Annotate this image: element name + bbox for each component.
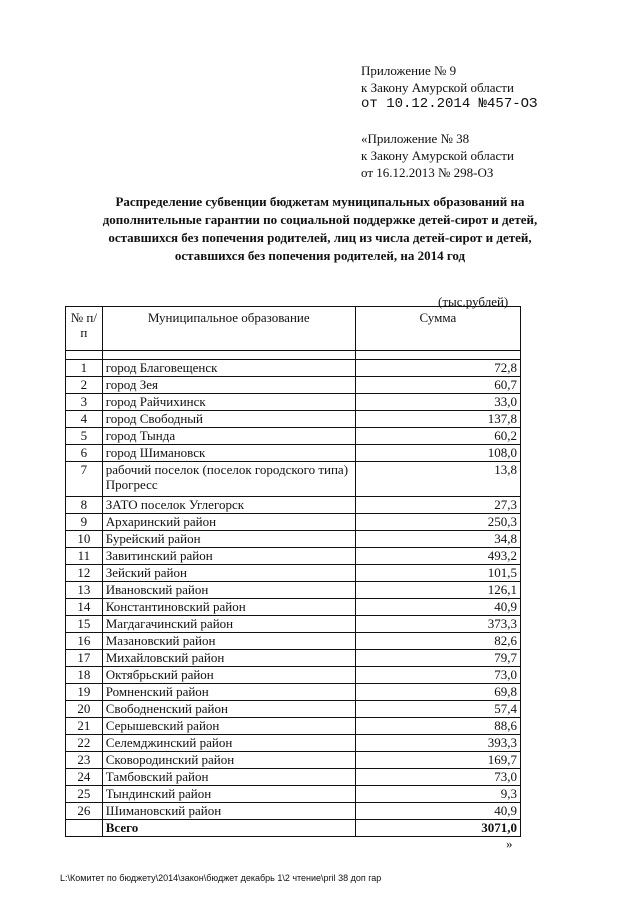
- cell-sum: 69,8: [355, 684, 520, 701]
- cell-name: Тамбовский район: [102, 769, 355, 786]
- table-row: [66, 428, 521, 445]
- table-row: [66, 497, 521, 514]
- table-row: [66, 411, 521, 428]
- table-row: [66, 633, 521, 650]
- appendix-original-number: «Приложение № 38: [361, 131, 470, 146]
- cell-num: 18: [66, 667, 103, 684]
- cell-name: ЗАТО поселок Углегорск: [102, 497, 355, 514]
- document-title: Распределение субвенции бюджетам муниципальных образований на дополнительные гарантии по социальной поддержке детей-сирот и детей, оставшихся без попечения родителей, лиц из числа детей-сирот и детей, оставшихся без попечения родителей, на 2014 год: [102, 194, 538, 263]
- table-row: [66, 599, 521, 616]
- table-row: [66, 445, 521, 462]
- table-row: [66, 718, 521, 735]
- appendix-law-ref: к Закону Амурской области: [361, 80, 514, 95]
- cell-num: 1: [66, 360, 103, 377]
- cell-num: 5: [66, 428, 103, 445]
- cell-num: 12: [66, 565, 103, 582]
- cell-num: 11: [66, 548, 103, 565]
- table-row: [66, 548, 521, 565]
- column-header-name: Муниципальное образование: [102, 307, 355, 351]
- cell-name: Октябрьский район: [102, 667, 355, 684]
- cell-num: 19: [66, 684, 103, 701]
- cell-name: Магдагачинский район: [102, 616, 355, 633]
- appendix-original-law-date: от 16.12.2013 № 298-ОЗ: [361, 165, 494, 180]
- cell-sum: 73,0: [355, 769, 520, 786]
- table-row: [66, 582, 521, 599]
- cell-sum: 60,2: [355, 428, 520, 445]
- table-row: [66, 684, 521, 701]
- cell-sum: 40,9: [355, 599, 520, 616]
- cell-num: 13: [66, 582, 103, 599]
- cell-num: 3: [66, 394, 103, 411]
- cell-name: Зейский район: [102, 565, 355, 582]
- cell-sum: 393,3: [355, 735, 520, 752]
- closing-quote: »: [506, 836, 513, 851]
- cell-num: 17: [66, 650, 103, 667]
- table-row: [66, 803, 521, 820]
- cell-sum: 40,9: [355, 803, 520, 820]
- table-row: [66, 769, 521, 786]
- cell-name: Завитинский район: [102, 548, 355, 565]
- cell-num: 2: [66, 377, 103, 394]
- appendix-original-law-ref: к Закону Амурской области: [361, 148, 514, 163]
- cell-num: 21: [66, 718, 103, 735]
- cell-num: 8: [66, 497, 103, 514]
- cell-num: 15: [66, 616, 103, 633]
- cell-sum: 250,3: [355, 514, 520, 531]
- cell-sum: 73,0: [355, 667, 520, 684]
- cell-name: Ромненский район: [102, 684, 355, 701]
- total-sum: 3071,0: [355, 820, 520, 837]
- cell-name: Архаринский район: [102, 514, 355, 531]
- appendix-header-original: [361, 130, 514, 181]
- cell-num: 26: [66, 803, 103, 820]
- cell-sum: 79,7: [355, 650, 520, 667]
- cell-sum: 137,8: [355, 411, 520, 428]
- cell-sum: 126,1: [355, 582, 520, 599]
- cell-name: Сковородинский район: [102, 752, 355, 769]
- cell-num: 22: [66, 735, 103, 752]
- cell-name: Михайловский район: [102, 650, 355, 667]
- table-row: [66, 786, 521, 803]
- cell-name: Ивановский район: [102, 582, 355, 599]
- appendix-number: Приложение № 9: [361, 63, 457, 78]
- cell-name: город Благовещенск: [102, 360, 355, 377]
- appendix-header: [361, 62, 537, 113]
- cell-name: Селемджинский район: [102, 735, 355, 752]
- unit-label: (тыс.рублей): [438, 294, 509, 309]
- table-row: [66, 667, 521, 684]
- cell-num: 10: [66, 531, 103, 548]
- table-row: [66, 394, 521, 411]
- table-row: [66, 735, 521, 752]
- cell-sum: 33,0: [355, 394, 520, 411]
- cell-sum: 72,8: [355, 360, 520, 377]
- cell-sum: 101,5: [355, 565, 520, 582]
- cell-sum: 60,7: [355, 377, 520, 394]
- cell-sum: 13,8: [355, 462, 520, 497]
- cell-name: город Шимановск: [102, 445, 355, 462]
- table-row: [66, 377, 521, 394]
- cell-num: 6: [66, 445, 103, 462]
- cell-sum: 169,7: [355, 752, 520, 769]
- cell-sum: 493,2: [355, 548, 520, 565]
- cell-num: 25: [66, 786, 103, 803]
- cell-name: Мазановский район: [102, 633, 355, 650]
- cell-sum: 82,6: [355, 633, 520, 650]
- cell-name: Свободненский район: [102, 701, 355, 718]
- table-row: [66, 360, 521, 377]
- total-row: [66, 820, 521, 837]
- cell-sum: 27,3: [355, 497, 520, 514]
- cell-name: Константиновский район: [102, 599, 355, 616]
- cell-sum: 88,6: [355, 718, 520, 735]
- cell-name: Шимановский район: [102, 803, 355, 820]
- cell-name: рабочий поселок (поселок городского типа) Прогресс: [102, 462, 355, 497]
- cell-num: 4: [66, 411, 103, 428]
- cell-sum: 373,3: [355, 616, 520, 633]
- table-row: [66, 531, 521, 548]
- total-label: Всего: [102, 820, 355, 837]
- cell-num: 7: [66, 462, 103, 497]
- cell-num: 14: [66, 599, 103, 616]
- cell-num: 24: [66, 769, 103, 786]
- table-row: [66, 462, 521, 497]
- spacer-row: [66, 351, 521, 360]
- table-row: [66, 565, 521, 582]
- table-row: [66, 752, 521, 769]
- cell-num: 23: [66, 752, 103, 769]
- table-row: [66, 701, 521, 718]
- cell-name: город Тында: [102, 428, 355, 445]
- cell-sum: 57,4: [355, 701, 520, 718]
- cell-name: Тындинский район: [102, 786, 355, 803]
- cell-sum: 9,3: [355, 786, 520, 803]
- cell-name: город Райчихинск: [102, 394, 355, 411]
- cell-num: 20: [66, 701, 103, 718]
- cell-name: Серышевский район: [102, 718, 355, 735]
- cell-num: 9: [66, 514, 103, 531]
- cell-sum: 108,0: [355, 445, 520, 462]
- appendix-law-date: от 10.12.2014 №457-ОЗ: [361, 96, 538, 112]
- table-row: [66, 650, 521, 667]
- file-path-footer: L:\Комитет по бюджету\2014\закон\бюджет декабрь 1\2 чтение\pril 38 доп гар: [60, 873, 382, 883]
- cell-name: город Зея: [102, 377, 355, 394]
- column-header-num: № п/п: [66, 307, 103, 351]
- subsidy-table: [65, 306, 521, 837]
- cell-name: Бурейский район: [102, 531, 355, 548]
- table-row: [66, 514, 521, 531]
- cell-name: город Свободный: [102, 411, 355, 428]
- cell-num: 16: [66, 633, 103, 650]
- column-header-sum: Сумма: [355, 307, 520, 351]
- table-row: [66, 616, 521, 633]
- cell-sum: 34,8: [355, 531, 520, 548]
